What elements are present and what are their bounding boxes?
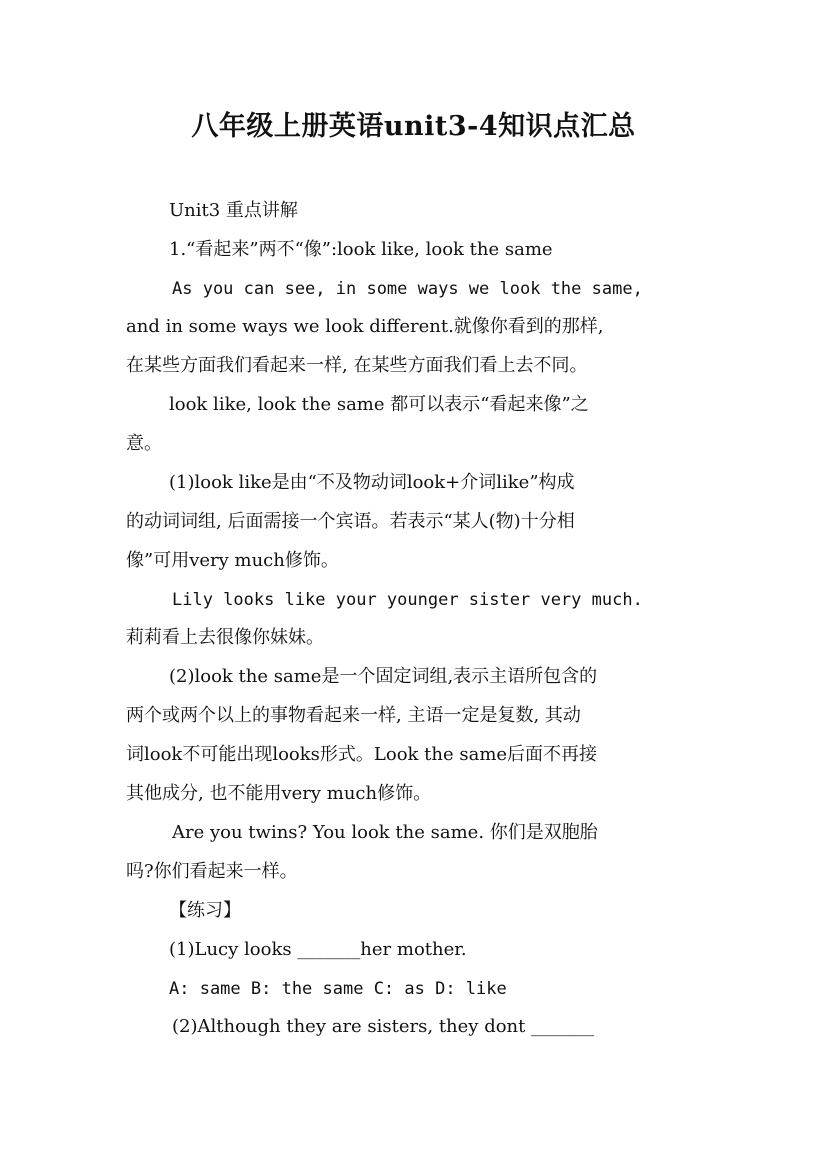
paragraph-line: (2)look the same是一个固定词组,表示主语所包含的 (169, 666, 598, 687)
point-heading: 1.“看起来”两不“像”:look like, look the same (169, 239, 553, 260)
example-translation: 吗?你们看起来一样。 (126, 861, 298, 882)
paragraph-line: 两个或两个以上的事物看起来一样, 主语一定是复数, 其动 (126, 705, 581, 726)
paragraph-line: 在某些方面我们看起来一样, 在某些方面我们看上去不同。 (126, 355, 588, 376)
paragraph-line: 其他成分, 也不能用very much修饰。 (126, 783, 432, 804)
paragraph-line: 的动词词组, 后面需接一个宾语。若表示“某人(物)十分相 (126, 511, 575, 532)
example-sentence: Lily looks like your younger sister very much. (172, 590, 643, 610)
paragraph-line: and in some ways we look different.就像你看到的那样, (126, 316, 604, 337)
paragraph-line: (1)look like是由“不及物动词look+介词like”构成 (169, 472, 575, 493)
exercise-question: (2)Although they are sisters, they dont _______ (172, 1016, 595, 1037)
paragraph-line: look like, look the same 都可以表示“看起来像”之 (169, 394, 589, 415)
exercise-heading: 【练习】 (169, 900, 241, 921)
exercise-options: A: same B: the same C: as D: like (169, 979, 507, 999)
paragraph-line: As you can see, in some ways we look the same, (172, 279, 643, 299)
paragraph-line: 像”可用very much修饰。 (126, 550, 339, 571)
example-translation: 莉莉看上去很像你妹妹。 (126, 627, 324, 648)
paragraph-line: 意。 (126, 433, 162, 454)
section-heading: Unit3 重点讲解 (169, 200, 298, 221)
paragraph-line: 词look不可能出现looks形式。Look the same后面不再接 (126, 744, 598, 765)
exercise-question: (1)Lucy looks _______her mother. (169, 939, 467, 960)
page-title: 八年级上册英语unit3-4知识点汇总 (191, 111, 636, 142)
example-sentence: Are you twins? You look the same. 你们是双胞胎 (172, 822, 598, 843)
